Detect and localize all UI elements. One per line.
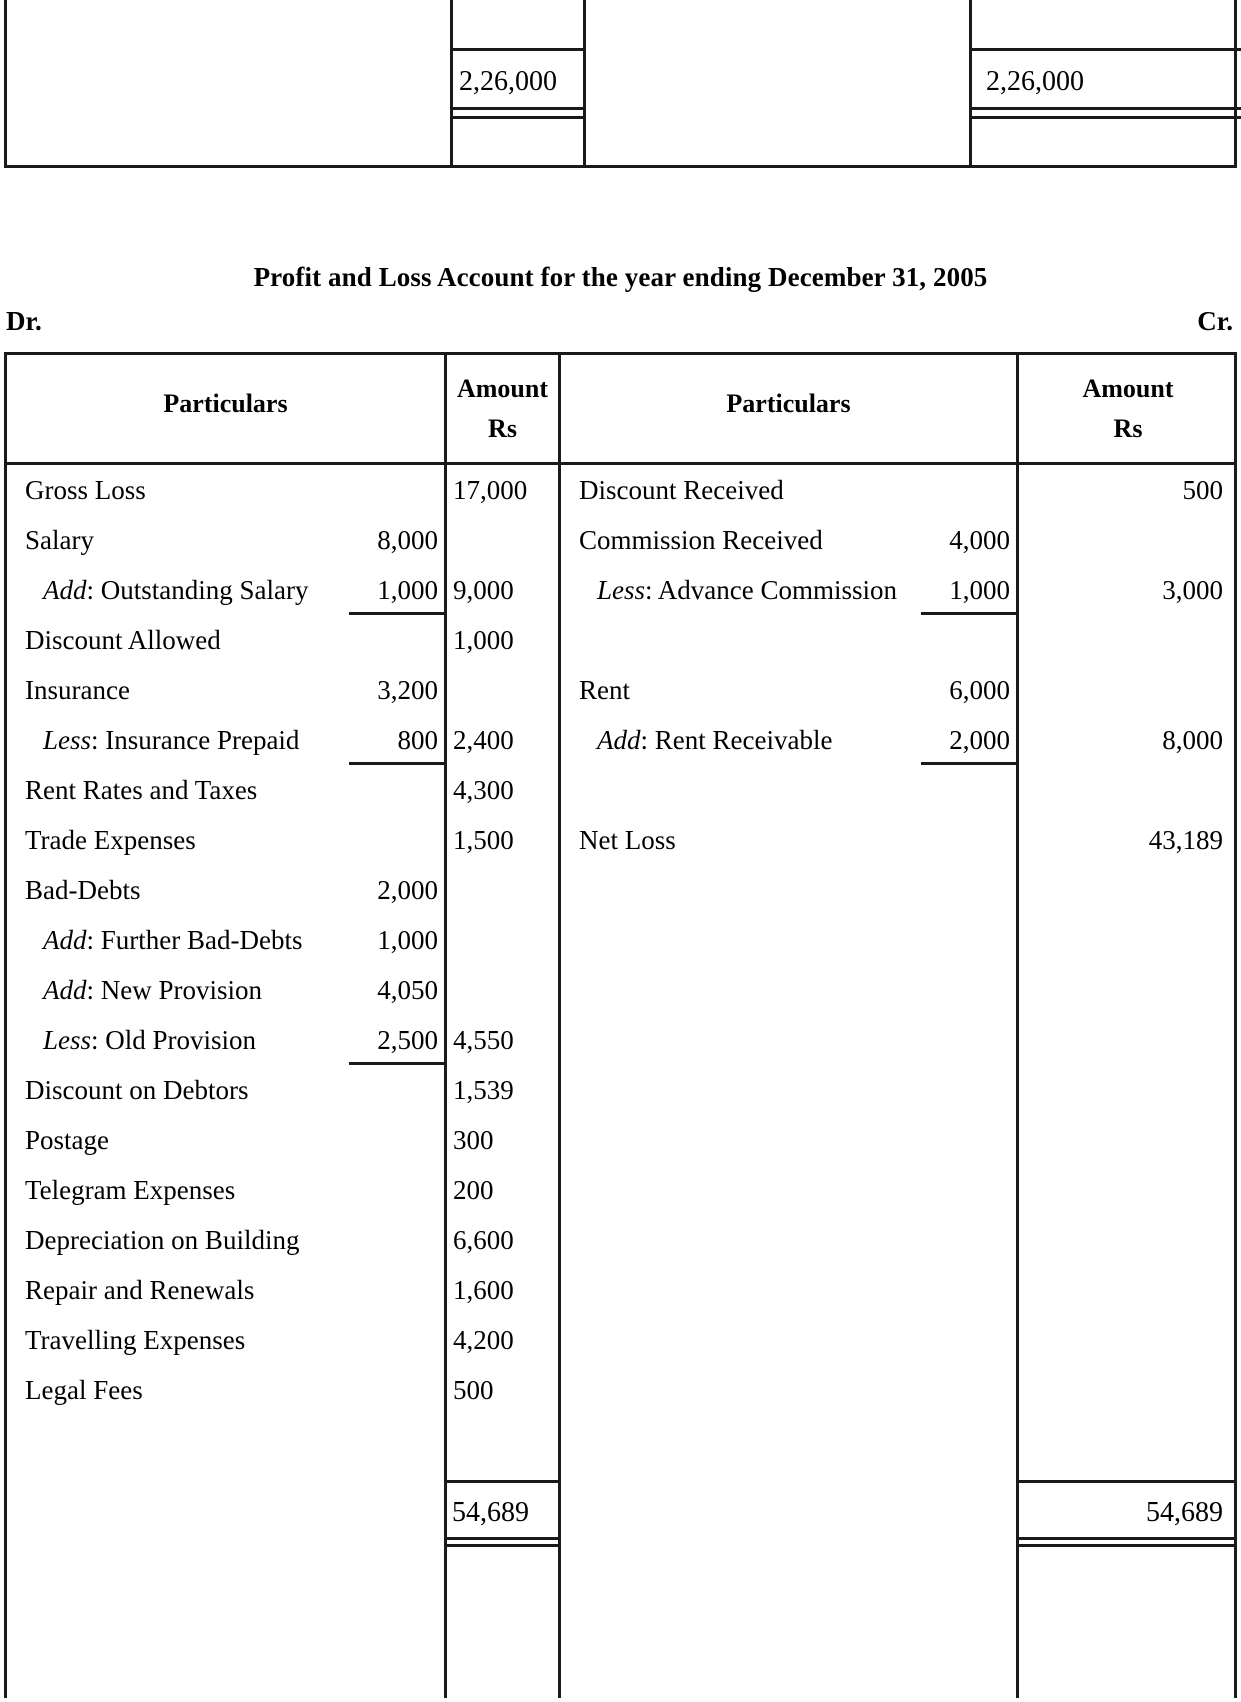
table-row — [7, 1365, 444, 1415]
row-sub-amount: 1,000 — [377, 575, 438, 605]
row-amount: 4,300 — [453, 775, 514, 805]
table-row — [7, 1265, 444, 1315]
table-row-amount — [1019, 615, 1237, 665]
row-label: Add: Rent Receivable — [597, 725, 833, 755]
header-amount-debit — [447, 355, 558, 462]
row-amount: 4,200 — [453, 1325, 514, 1355]
credit-particulars-column — [561, 465, 1016, 1698]
row-label: Less: Insurance Prepaid — [43, 725, 300, 755]
row-amount: 4,550 — [453, 1025, 514, 1055]
table-row-amount — [447, 1165, 558, 1215]
row-label: Telegram Expenses — [25, 1175, 236, 1205]
table-row-amount — [447, 1315, 558, 1365]
row-amount: 8,000 — [1162, 725, 1223, 755]
row-label: Trade Expenses — [25, 825, 196, 855]
table-row-amount — [1019, 715, 1237, 765]
row-label: Less: Advance Commission — [597, 575, 898, 605]
header-currency-credit-label: Rs — [1113, 413, 1143, 443]
row-amount: 43,189 — [1148, 825, 1223, 855]
debit-grand-total: 54,689 — [447, 1480, 558, 1540]
table-row — [561, 715, 1016, 765]
table-row-amount — [447, 615, 558, 665]
table-row-amount — [447, 665, 558, 715]
header-particulars-debit — [7, 355, 444, 462]
row-sub-amount: 4,000 — [949, 525, 1010, 555]
header-amount-credit-label: Amount — [1082, 373, 1174, 403]
table-row-amount — [1019, 815, 1237, 865]
row-amount: 1,600 — [453, 1275, 514, 1305]
table-row — [7, 615, 444, 665]
table-row-amount — [447, 1365, 558, 1415]
table-row-amount — [447, 465, 558, 515]
row-label-prefix: Less — [43, 1025, 92, 1055]
table-row — [561, 515, 1016, 565]
row-amount: 300 — [453, 1125, 494, 1155]
header-amount-credit — [1019, 355, 1237, 462]
row-label: Gross Loss — [25, 475, 146, 505]
row-label: Salary — [25, 525, 94, 555]
table-row — [561, 615, 1016, 665]
table-row — [7, 515, 444, 565]
row-label: Discount Allowed — [25, 625, 221, 655]
page-title: Profit and Loss Account for the year ending December 31, 2005 — [253, 262, 988, 292]
table-row-amount — [447, 915, 558, 965]
row-amount: 3,000 — [1162, 575, 1223, 605]
row-sub-amount: 1,000 — [949, 575, 1010, 605]
table-row-amount — [447, 865, 558, 915]
table-row — [7, 565, 444, 615]
header-currency-debit-label: Rs — [488, 413, 517, 443]
row-label-prefix: Add — [43, 975, 87, 1005]
previous-table-right-double-rule — [972, 116, 1241, 119]
row-label: Add: New Provision — [43, 975, 262, 1005]
row-label: Rent — [579, 675, 630, 705]
header-particulars-debit-label: Particulars — [163, 388, 288, 418]
row-label-prefix: Less — [597, 575, 646, 605]
row-label: Add: Outstanding Salary — [43, 575, 309, 605]
table-row — [7, 915, 444, 965]
table-row-amount — [447, 565, 558, 615]
table-row — [561, 465, 1016, 515]
header-particulars-credit-label: Particulars — [726, 388, 851, 418]
row-amount: 6,600 — [453, 1225, 514, 1255]
row-label: Rent Rates and Taxes — [25, 775, 258, 805]
row-sub-amount: 2,500 — [377, 1025, 438, 1055]
row-label: Less: Old Provision — [43, 1025, 257, 1055]
row-sub-amount: 800 — [397, 725, 438, 755]
table-row — [7, 1065, 444, 1115]
debit-label: Dr. — [6, 306, 42, 336]
table-row — [561, 665, 1016, 715]
row-label: Postage — [25, 1125, 109, 1155]
row-label: Net Loss — [579, 825, 676, 855]
table-row — [7, 765, 444, 815]
table-row-amount — [447, 765, 558, 815]
row-amount: 200 — [453, 1175, 494, 1205]
row-sub-amount: 1,000 — [377, 925, 438, 955]
row-label-prefix: Add — [43, 575, 87, 605]
table-row — [561, 765, 1016, 815]
table-row — [7, 1165, 444, 1215]
row-sub-amount: 3,200 — [377, 675, 438, 705]
row-label: Repair and Renewals — [25, 1275, 255, 1305]
credit-total-double-rule — [1019, 1544, 1237, 1547]
table-row-amount — [1019, 665, 1237, 715]
row-sub-amount: 8,000 — [377, 525, 438, 555]
debit-particulars-column — [7, 465, 444, 1698]
row-label: Travelling Expenses — [25, 1325, 246, 1355]
table-row-amount — [1019, 565, 1237, 615]
row-label: Depreciation on Building — [25, 1225, 300, 1255]
row-label: Insurance — [25, 675, 130, 705]
row-amount: 2,400 — [453, 725, 514, 755]
table-row-amount — [1019, 465, 1237, 515]
row-label-prefix: Add — [597, 725, 641, 755]
table-row — [7, 465, 444, 515]
row-amount: 1,000 — [453, 625, 514, 655]
table-row-amount — [447, 515, 558, 565]
table-row — [7, 715, 444, 765]
table-row-amount — [447, 715, 558, 765]
row-label-prefix: Less — [43, 725, 92, 755]
previous-table-divider-b — [583, 0, 586, 165]
row-label: Commission Received — [579, 525, 823, 555]
row-sub-amount: 2,000 — [949, 725, 1010, 755]
header-amount-debit-label: Amount — [456, 373, 548, 403]
row-amount: 1,539 — [453, 1075, 514, 1105]
table-row-amount — [447, 1115, 558, 1165]
table-row — [561, 565, 1016, 615]
row-amount: 1,500 — [453, 825, 514, 855]
table-row-amount — [447, 1015, 558, 1065]
table-row — [7, 665, 444, 715]
table-row — [561, 815, 1016, 865]
table-row — [7, 865, 444, 915]
credit-label: Cr. — [1197, 306, 1233, 336]
table-row-amount — [447, 1215, 558, 1265]
row-label-prefix: Add — [43, 925, 87, 955]
row-amount: 500 — [453, 1375, 494, 1405]
row-label: Bad-Debts — [25, 875, 141, 905]
row-sub-amount: 4,050 — [377, 975, 438, 1005]
row-amount: 500 — [1182, 475, 1223, 505]
row-label: Legal Fees — [25, 1375, 143, 1405]
previous-table-right-total-value: 2,26,000 — [986, 66, 1084, 97]
row-label: Add: Further Bad-Debts — [43, 925, 303, 955]
table-row — [7, 1215, 444, 1265]
table-row-amount — [1019, 515, 1237, 565]
table-row-amount — [447, 815, 558, 865]
row-amount: 9,000 — [453, 575, 514, 605]
profit-and-loss-account-table — [4, 352, 1237, 1698]
table-row — [7, 815, 444, 865]
table-row — [7, 965, 444, 1015]
previous-table-right-total — [972, 48, 1241, 110]
row-amount: 17,000 — [453, 475, 528, 505]
row-label: Discount on Debtors — [25, 1075, 249, 1105]
table-row — [7, 1015, 444, 1065]
table-row-amount — [1019, 765, 1237, 815]
table-row-amount — [447, 1065, 558, 1115]
row-label: Discount Received — [579, 475, 784, 505]
header-particulars-credit — [561, 355, 1016, 462]
table-row — [7, 1315, 444, 1365]
credit-grand-total: 54,689 — [1019, 1480, 1237, 1540]
table-row-amount — [447, 1265, 558, 1315]
row-sub-amount: 6,000 — [949, 675, 1010, 705]
debit-total-double-rule — [447, 1544, 558, 1547]
previous-table-footer — [4, 0, 1237, 168]
table-row — [7, 1115, 444, 1165]
previous-table-left-double-rule — [453, 116, 583, 119]
row-sub-amount: 2,000 — [377, 875, 438, 905]
table-row-amount — [447, 965, 558, 1015]
previous-table-left-total: 2,26,000 — [453, 48, 583, 110]
